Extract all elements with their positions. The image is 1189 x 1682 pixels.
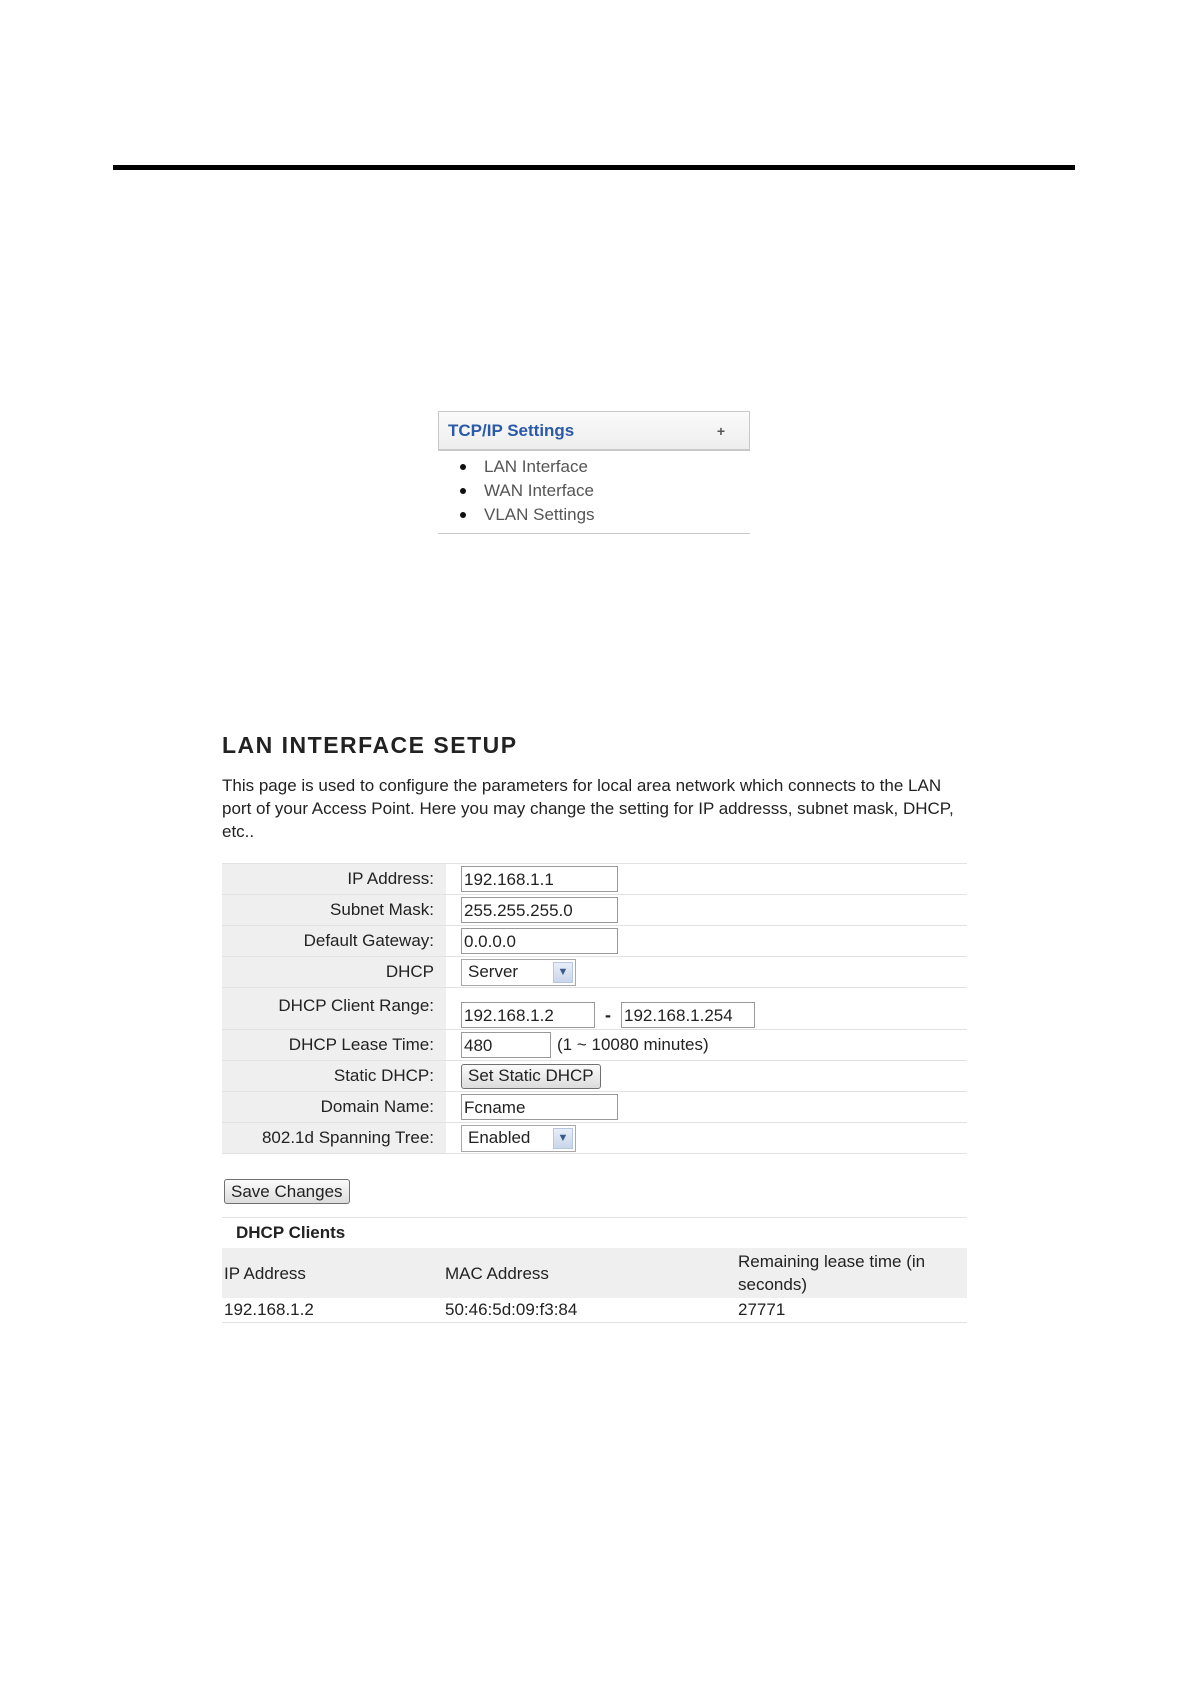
column-header-ip-address: IP Address: [222, 1248, 443, 1298]
menu-header[interactable]: [438, 411, 750, 451]
client-ip-cell: 192.168.1.2: [222, 1298, 443, 1323]
row-domain-name: [222, 1092, 967, 1123]
save-row: [222, 1179, 967, 1205]
row-dhcp-lease-time: [222, 1030, 967, 1061]
menu-item-wan-interface[interactable]: [438, 479, 750, 503]
dhcp-selected-value: Server: [468, 962, 519, 981]
dhcp-range-start-input[interactable]: [461, 1002, 595, 1028]
top-rule: [113, 165, 1075, 170]
menu-item-lan-interface[interactable]: [438, 455, 750, 479]
row-default-gateway: [222, 926, 967, 957]
dhcp-clients-title: DHCP Clients: [222, 1217, 967, 1248]
row-subnet-mask: [222, 895, 967, 926]
dhcp-lease-time-label: DHCP Lease Time:: [222, 1030, 446, 1061]
tcpip-settings-menu: [438, 411, 750, 534]
dhcp-label: DHCP: [222, 957, 446, 988]
row-dhcp: [222, 957, 967, 988]
page-title: LAN INTERFACE SETUP: [222, 732, 518, 758]
menu-title[interactable]: TCP/IP Settings: [448, 420, 575, 440]
row-static-dhcp: [222, 1061, 967, 1092]
table-row: [222, 1298, 967, 1323]
menu-item-label[interactable]: VLAN Settings: [484, 505, 595, 524]
domain-name-label: Domain Name:: [222, 1092, 446, 1123]
default-gateway-input[interactable]: [461, 928, 618, 954]
bullet-icon: [460, 464, 466, 470]
menu-item-label[interactable]: WAN Interface: [484, 481, 594, 500]
dhcp-lease-time-input[interactable]: [461, 1032, 551, 1058]
lan-interface-setup: [222, 730, 967, 1323]
menu-list: [438, 451, 750, 534]
subnet-mask-input[interactable]: [461, 897, 618, 923]
client-lease-cell: 27771: [736, 1298, 967, 1323]
subnet-mask-label: Subnet Mask:: [222, 895, 446, 926]
lan-settings-form: [222, 863, 967, 1154]
spanning-tree-selected-value: Enabled: [468, 1128, 531, 1147]
default-gateway-label: Default Gateway:: [222, 926, 446, 957]
column-header-mac-address: MAC Address: [443, 1248, 736, 1298]
range-separator: -: [605, 1004, 611, 1025]
column-header-remaining-lease: Remaining lease time (in seconds): [736, 1248, 967, 1298]
expand-icon[interactable]: +: [716, 422, 725, 439]
static-dhcp-label: Static DHCP:: [222, 1061, 446, 1092]
bullet-icon: [460, 488, 466, 494]
chevron-down-icon[interactable]: ▼: [553, 962, 573, 983]
spanning-tree-select[interactable]: [461, 1125, 576, 1152]
dhcp-select[interactable]: [461, 959, 576, 986]
table-header-row: [222, 1248, 967, 1298]
ip-address-input[interactable]: [461, 866, 618, 892]
ip-address-label: IP Address:: [222, 864, 446, 895]
chevron-down-icon[interactable]: ▼: [553, 1128, 573, 1149]
domain-name-input[interactable]: [461, 1094, 618, 1120]
menu-item-label[interactable]: LAN Interface: [484, 457, 588, 476]
save-changes-button[interactable]: Save Changes: [224, 1179, 350, 1204]
set-static-dhcp-button[interactable]: Set Static DHCP: [461, 1064, 601, 1089]
dhcp-client-range-label: DHCP Client Range:: [222, 988, 446, 1030]
dhcp-range-end-input[interactable]: [621, 1002, 755, 1028]
dhcp-clients-section: [222, 1217, 967, 1323]
row-dhcp-client-range: [222, 988, 967, 1030]
spanning-tree-label: 802.1d Spanning Tree:: [222, 1123, 446, 1154]
row-spanning-tree: [222, 1123, 967, 1154]
dhcp-clients-table: [222, 1248, 967, 1323]
lease-time-hint: (1 ~ 10080 minutes): [557, 1035, 709, 1054]
row-ip-address: [222, 864, 967, 895]
page-description: This page is used to configure the parameters for local area network which connects to the LAN port of your Access Point. Here you may change the setting for IP addresss, subnet mask, DHCP, etc..: [222, 776, 954, 841]
bullet-icon: [460, 512, 466, 518]
client-mac-cell: 50:46:5d:09:f3:84: [443, 1298, 736, 1323]
menu-item-vlan-settings[interactable]: [438, 503, 750, 527]
